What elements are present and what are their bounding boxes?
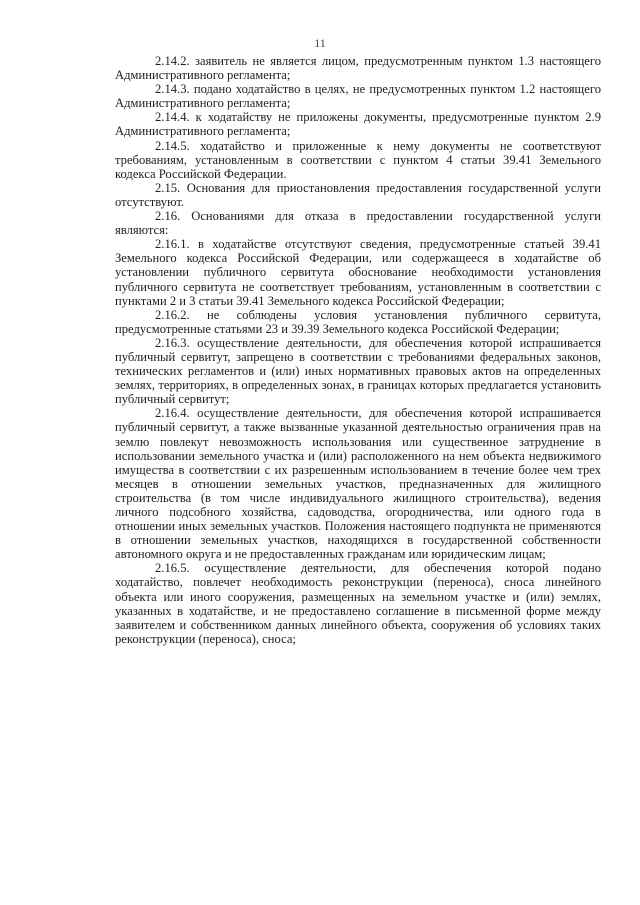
clause-2-16-3: 2.16.3. осуществление деятельности, для обеспечения которой испрашивается публичный сервитут, запрещено в соответствии с требованиями федеральных законов, технических регламентов и (или) иных нормативных правовых актов на определенных землях, территориях, в определенных зонах, в границах которых предлагается установить публичный сервитут;: [115, 335, 601, 407]
clause-2-14-3: 2.14.3. подано ходатайство в целях, не предусмотренных пунктом 1.2 настоящего Административного регламента;: [115, 82, 601, 111]
page-number: 11: [314, 36, 326, 50]
clause-2-14-5: 2.14.5. ходатайство и приложенные к нему документы не соответствуют требованиям, установленным в соответствии с пунктом 4 статьи 39.41 Земельного кодекса Российской Федерации.: [115, 138, 601, 181]
clause-2-16-1: 2.16.1. в ходатайстве отсутствуют сведения, предусмотренные статьей 39.41 Земельного кодекса Российской Федерации, или содержащееся в ходатайстве об установлении публичного сервитута обоснование необходимости установления публичного сервитута не соответствует требованиям, установленным в соответствии с пунктами 2 и 3 статьи 39.41 Земельного кодекса Российской Федерации;: [115, 237, 601, 308]
clause-2-16-2: 2.16.2. не соблюдены условия установления публичного сервитута, предусмотренные статьями 23 и 39.39 Земельного кодекса Российской Федерации;: [115, 307, 601, 336]
clause-2-16-4: 2.16.4. осуществление деятельности, для обеспечения которой испрашивается публичный сервитут, а также вызванные указанной деятельностью ограничения прав на землю повлекут невозможность использования или существенное затруднение в использовании земельного участка и (или) расположенного на нем объекта недвижимого имущества в соответствии с их разрешенным использованием в течение более чем трех месяцев в отношении земельных участков, предназначенных для жилищного строительства (в том числе индивидуального жилищного строительства), ведения личного подсобного хозяйства, садоводства, огородничества, или одного года в отношении иных земельных участков. Положения настоящего подпункта не применяются в отношении земельных участков, находящихся в государственной собственности автономного округа и не предоставленных гражданам или юридическим лицам;: [115, 406, 601, 562]
clause-2-16-5: 2.16.5. осуществление деятельности, для обеспечения которой подано ходатайство, повлечет необходимость реконструкции (переноса), сноса линейного объекта или иного сооружения, размещенных на земельном участке и (или) землях, указанных в ходатайстве, и не предоставлено соглашение в письменной форме между заявителем и собственником данных линейного объекта, сооружения об условиях таких реконструкции (переноса), сноса;: [115, 561, 601, 646]
clause-2-16: 2.16. Основаниями для отказа в предоставлении государственной услуги являются:: [115, 209, 601, 238]
clause-2-14-2: 2.14.2. заявитель не является лицом, предусмотренным пунктом 1.3 настоящего Административного регламента;: [115, 54, 601, 83]
clause-2-15: 2.15. Основания для приостановления предоставления государственной услуги отсутствуют.: [115, 180, 601, 209]
clause-2-14-4: 2.14.4. к ходатайству не приложены документы, предусмотренные пунктом 2.9 Административного регламента;: [115, 110, 601, 139]
document-body: [115, 54, 601, 646]
